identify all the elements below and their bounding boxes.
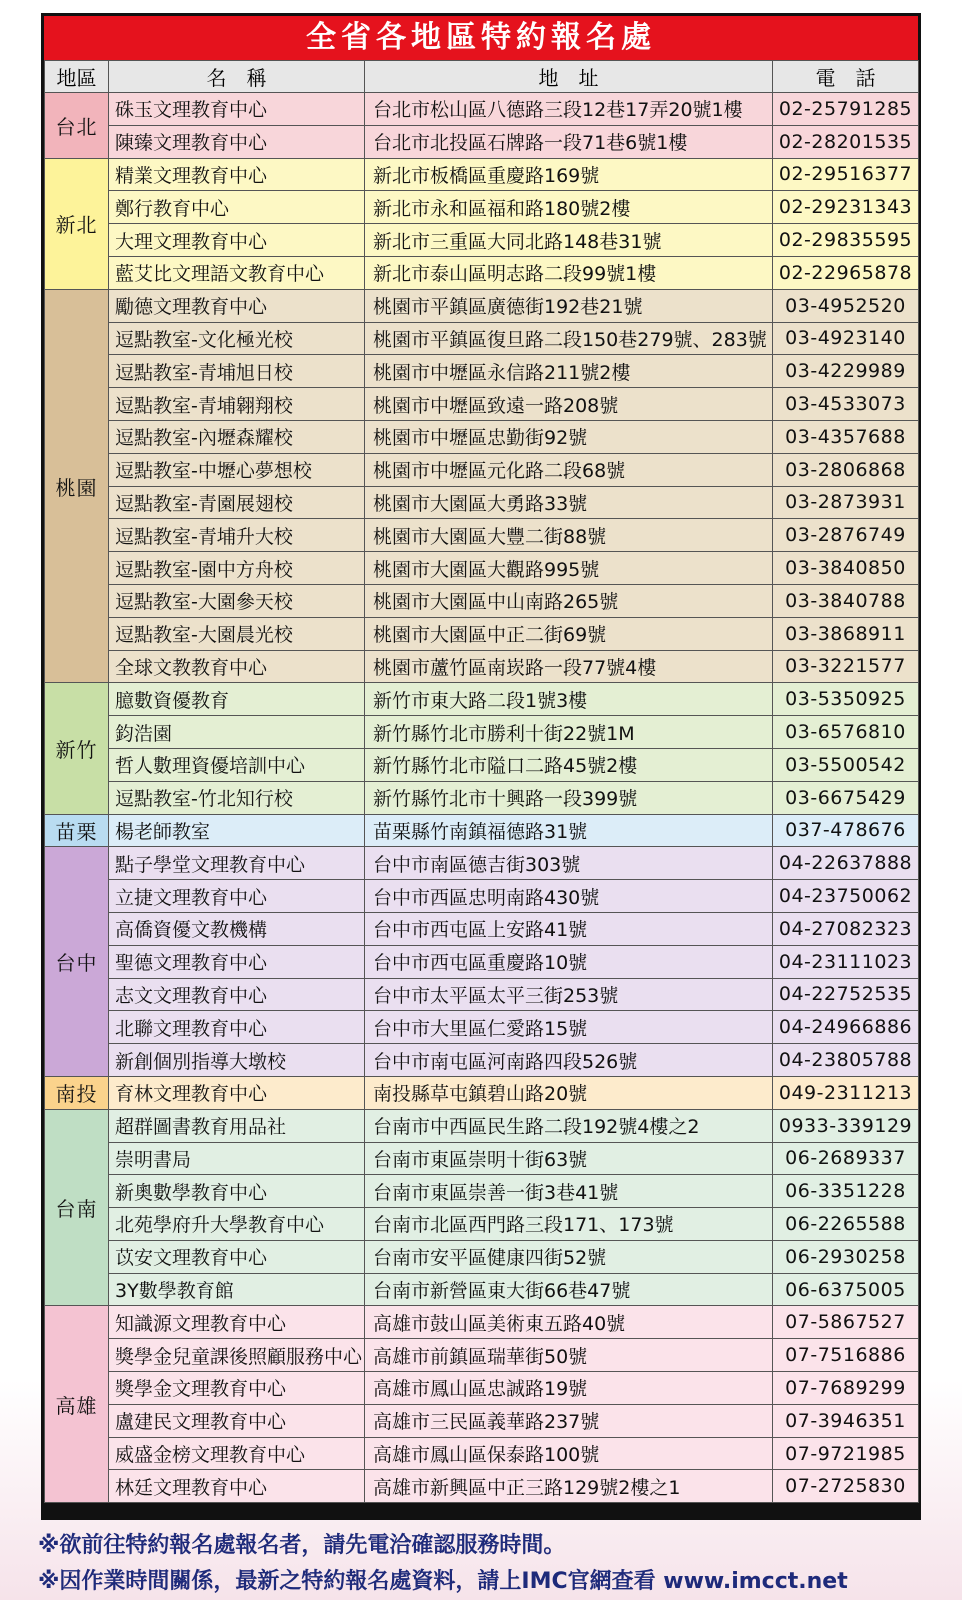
- address-cell: 桃園市平鎮區復旦路二段150巷279號、283號: [365, 322, 773, 355]
- center-name-cell: 陳臻文理教育中心: [109, 125, 365, 158]
- phone-cell: 03-3868911: [773, 617, 919, 650]
- phone-cell: 03-6675429: [773, 781, 919, 814]
- table-row: [45, 880, 919, 913]
- address-cell: 台中市南屯區河南路四段526號: [365, 1044, 773, 1077]
- center-name-cell: 志文文理教育中心: [109, 978, 365, 1011]
- address-cell: 新竹市東大路二段1號3樓: [365, 683, 773, 716]
- center-name-cell: 大理文理教育中心: [109, 224, 365, 257]
- address-cell: 桃園市中壢區忠勤街92號: [365, 420, 773, 453]
- phone-cell: 03-3840788: [773, 584, 919, 617]
- phone-cell: 02-25791285: [773, 93, 919, 126]
- phone-cell: 02-29516377: [773, 158, 919, 191]
- phone-cell: 04-23805788: [773, 1044, 919, 1077]
- phone-cell: 04-22752535: [773, 978, 919, 1011]
- address-cell: 桃園市大園區大豐二街88號: [365, 519, 773, 552]
- table-row: [45, 584, 919, 617]
- header-region: 地區: [45, 61, 109, 93]
- page-title: 全省各地區特約報名處: [44, 16, 918, 60]
- table-row: [45, 1011, 919, 1044]
- phone-cell: 03-4357688: [773, 420, 919, 453]
- center-name-cell: 逗點教室-內壢森耀校: [109, 420, 365, 453]
- region-cell: 台北: [45, 93, 109, 159]
- table-row: [45, 683, 919, 716]
- center-name-cell: 知識源文理教育中心: [109, 1306, 365, 1339]
- center-name-cell: 鄭行教育中心: [109, 191, 365, 224]
- address-cell: 桃園市中壢區元化路二段68號: [365, 453, 773, 486]
- address-cell: 台南市東區崇明十街63號: [365, 1142, 773, 1175]
- table-row: [45, 322, 919, 355]
- table-header-row: [45, 61, 919, 93]
- center-name-cell: 逗點教室-中壢心夢想校: [109, 453, 365, 486]
- table-row: [45, 1273, 919, 1306]
- table-row: [45, 158, 919, 191]
- phone-cell: 037-478676: [773, 814, 919, 847]
- address-cell: 台南市新營區東大街66巷47號: [365, 1273, 773, 1306]
- center-name-cell: 逗點教室-大園參天校: [109, 584, 365, 617]
- address-cell: 南投縣草屯鎮碧山路20號: [365, 1076, 773, 1109]
- address-cell: 台中市西屯區重慶路10號: [365, 945, 773, 978]
- center-name-cell: 勵德文理教育中心: [109, 289, 365, 322]
- center-name-cell: 哲人數理資優培訓中心: [109, 748, 365, 781]
- address-cell: 新竹縣竹北市勝利十街22號1M: [365, 716, 773, 749]
- phone-cell: 07-9721985: [773, 1437, 919, 1470]
- table-row: [45, 453, 919, 486]
- center-name-cell: 臆數資優教育: [109, 683, 365, 716]
- table-row: [45, 945, 919, 978]
- table-row: [45, 1437, 919, 1470]
- address-cell: 新北市三重區大同北路148巷31號: [365, 224, 773, 257]
- address-cell: 高雄市鳳山區忠誠路19號: [365, 1372, 773, 1405]
- table-row: [45, 781, 919, 814]
- region-cell: 新竹: [45, 683, 109, 814]
- address-cell: 桃園市中壢區致遠一路208號: [365, 388, 773, 421]
- table-row: [45, 93, 919, 126]
- phone-cell: 02-29835595: [773, 224, 919, 257]
- address-cell: 高雄市前鎮區瑞華街50號: [365, 1339, 773, 1372]
- phone-cell: 07-7689299: [773, 1372, 919, 1405]
- center-name-cell: 育林文理教育中心: [109, 1076, 365, 1109]
- address-cell: 新北市永和區福和路180號2樓: [365, 191, 773, 224]
- address-cell: 桃園市中壢區永信路211號2樓: [365, 355, 773, 388]
- note-website: ※因作業時間關係，最新之特約報名處資料，請上IMC官網查看 www.imcct.net: [38, 1569, 848, 1594]
- phone-cell: 07-3946351: [773, 1404, 919, 1437]
- center-name-cell: 點子學堂文理教育中心: [109, 847, 365, 880]
- center-name-cell: 逗點教室-園中方舟校: [109, 552, 365, 585]
- locations-table: [44, 60, 919, 1503]
- address-cell: 高雄市新興區中正三路129號2樓之1: [365, 1470, 773, 1503]
- address-cell: 新竹縣竹北市十興路一段399號: [365, 781, 773, 814]
- phone-cell: 06-2689337: [773, 1142, 919, 1175]
- table-row: [45, 355, 919, 388]
- table-row: [45, 1109, 919, 1142]
- table-row: [45, 224, 919, 257]
- center-name-cell: 立捷文理教育中心: [109, 880, 365, 913]
- center-name-cell: 硃玉文理教育中心: [109, 93, 365, 126]
- address-cell: 高雄市鼓山區美術東五路40號: [365, 1306, 773, 1339]
- phone-cell: 02-29231343: [773, 191, 919, 224]
- center-name-cell: 北聯文理教育中心: [109, 1011, 365, 1044]
- phone-cell: 06-2930258: [773, 1240, 919, 1273]
- center-name-cell: 逗點教室-大園晨光校: [109, 617, 365, 650]
- address-cell: 苗栗縣竹南鎮福德路31號: [365, 814, 773, 847]
- table-row: [45, 912, 919, 945]
- phone-cell: 03-5500542: [773, 748, 919, 781]
- address-cell: 新竹縣竹北市隘口二路45號2樓: [365, 748, 773, 781]
- center-name-cell: 逗點教室-文化極光校: [109, 322, 365, 355]
- center-name-cell: 逗點教室-青園展翅校: [109, 486, 365, 519]
- phone-cell: 02-22965878: [773, 256, 919, 289]
- header-address: 地 址: [365, 61, 773, 93]
- phone-cell: 03-4533073: [773, 388, 919, 421]
- phone-cell: 03-4923140: [773, 322, 919, 355]
- center-name-cell: 藍艾比文理語文教育中心: [109, 256, 365, 289]
- center-name-cell: 逗點教室-青埔翱翔校: [109, 388, 365, 421]
- phone-cell: 06-3351228: [773, 1175, 919, 1208]
- note-confirm-hours: ※欲前往特約報名處報名者，請先電洽確認服務時間。: [38, 1533, 566, 1558]
- phone-cell: 03-3221577: [773, 650, 919, 683]
- table-row: [45, 1404, 919, 1437]
- phone-cell: 04-24966886: [773, 1011, 919, 1044]
- address-cell: 新北市板橋區重慶路169號: [365, 158, 773, 191]
- table-row: [45, 1208, 919, 1241]
- phone-cell: 0933-339129: [773, 1109, 919, 1142]
- address-cell: 台南市中西區民生路二段192號4樓之2: [365, 1109, 773, 1142]
- address-cell: 桃園市大園區大勇路33號: [365, 486, 773, 519]
- table-row: [45, 1076, 919, 1109]
- table-row: [45, 847, 919, 880]
- address-cell: 桃園市大園區中山南路265號: [365, 584, 773, 617]
- phone-cell: 07-5867527: [773, 1306, 919, 1339]
- table-row: [45, 191, 919, 224]
- table-row: [45, 486, 919, 519]
- address-cell: 台中市西屯區上安路41號: [365, 912, 773, 945]
- address-cell: 台中市大里區仁愛路15號: [365, 1011, 773, 1044]
- address-cell: 新北市泰山區明志路二段99號1樓: [365, 256, 773, 289]
- phone-cell: 02-28201535: [773, 125, 919, 158]
- region-cell: 南投: [45, 1076, 109, 1109]
- table-row: [45, 978, 919, 1011]
- region-cell: 台南: [45, 1109, 109, 1306]
- center-name-cell: 獎學金文理教育中心: [109, 1372, 365, 1405]
- table-row: [45, 289, 919, 322]
- region-cell: 台中: [45, 847, 109, 1077]
- center-name-cell: 林廷文理教育中心: [109, 1470, 365, 1503]
- table-row: [45, 125, 919, 158]
- table-row: [45, 388, 919, 421]
- center-name-cell: 崇明書局: [109, 1142, 365, 1175]
- center-name-cell: 聖德文理教育中心: [109, 945, 365, 978]
- address-cell: 台中市西區忠明南路430號: [365, 880, 773, 913]
- table-row: [45, 1240, 919, 1273]
- address-cell: 桃園市蘆竹區南崁路一段77號4樓: [365, 650, 773, 683]
- header-phone: 電 話: [773, 61, 919, 93]
- phone-cell: 03-3840850: [773, 552, 919, 585]
- center-name-cell: 3Y數學教育館: [109, 1273, 365, 1306]
- center-name-cell: 逗點教室-青埔旭日校: [109, 355, 365, 388]
- phone-cell: 06-2265588: [773, 1208, 919, 1241]
- center-name-cell: 新奧數學教育中心: [109, 1175, 365, 1208]
- phone-cell: 07-2725830: [773, 1470, 919, 1503]
- contact-list-panel: [41, 13, 921, 1520]
- address-cell: 台南市東區崇善一街3巷41號: [365, 1175, 773, 1208]
- center-name-cell: 北苑學府升大學教育中心: [109, 1208, 365, 1241]
- phone-cell: 049-2311213: [773, 1076, 919, 1109]
- table-row: [45, 1339, 919, 1372]
- locations-table-body: [45, 93, 919, 1503]
- region-cell: 桃園: [45, 289, 109, 683]
- phone-cell: 07-7516886: [773, 1339, 919, 1372]
- table-row: [45, 1470, 919, 1503]
- table-row: [45, 617, 919, 650]
- table-row: [45, 552, 919, 585]
- center-name-cell: 全球文教教育中心: [109, 650, 365, 683]
- address-cell: 桃園市平鎮區廣德街192巷21號: [365, 289, 773, 322]
- center-name-cell: 逗點教室-青埔升大校: [109, 519, 365, 552]
- address-cell: 台中市南區德吉街303號: [365, 847, 773, 880]
- center-name-cell: 獎學金兒童課後照顧服務中心: [109, 1339, 365, 1372]
- center-name-cell: 超群圖書教育用品社: [109, 1109, 365, 1142]
- center-name-cell: 高僑資優文教機構: [109, 912, 365, 945]
- phone-cell: 04-23750062: [773, 880, 919, 913]
- phone-cell: 03-2876749: [773, 519, 919, 552]
- center-name-cell: 盧建民文理教育中心: [109, 1404, 365, 1437]
- center-name-cell: 精業文理教育中心: [109, 158, 365, 191]
- address-cell: 高雄市三民區義華路237號: [365, 1404, 773, 1437]
- table-row: [45, 748, 919, 781]
- region-cell: 新北: [45, 158, 109, 289]
- phone-cell: 03-2806868: [773, 453, 919, 486]
- center-name-cell: 苡安文理教育中心: [109, 1240, 365, 1273]
- phone-cell: 03-2873931: [773, 486, 919, 519]
- region-cell: 苗栗: [45, 814, 109, 847]
- phone-cell: 03-6576810: [773, 716, 919, 749]
- phone-cell: 06-6375005: [773, 1273, 919, 1306]
- center-name-cell: 新創個別指導大墩校: [109, 1044, 365, 1077]
- phone-cell: 04-23111023: [773, 945, 919, 978]
- phone-cell: 03-4229989: [773, 355, 919, 388]
- phone-cell: 04-27082323: [773, 912, 919, 945]
- phone-cell: 03-5350925: [773, 683, 919, 716]
- table-row: [45, 1175, 919, 1208]
- address-cell: 桃園市大園區中正二街69號: [365, 617, 773, 650]
- phone-cell: 04-22637888: [773, 847, 919, 880]
- center-name-cell: 逗點教室-竹北知行校: [109, 781, 365, 814]
- address-cell: 台南市安平區健康四街52號: [365, 1240, 773, 1273]
- table-row: [45, 1306, 919, 1339]
- center-name-cell: 楊老師教室: [109, 814, 365, 847]
- table-row: [45, 256, 919, 289]
- table-row: [45, 420, 919, 453]
- address-cell: 台南市北區西門路三段171、173號: [365, 1208, 773, 1241]
- table-row: [45, 1044, 919, 1077]
- address-cell: 台北市松山區八德路三段12巷17弄20號1樓: [365, 93, 773, 126]
- table-row: [45, 716, 919, 749]
- table-row: [45, 1142, 919, 1175]
- address-cell: 高雄市鳳山區保泰路100號: [365, 1437, 773, 1470]
- table-row: [45, 1372, 919, 1405]
- center-name-cell: 鈞浩園: [109, 716, 365, 749]
- phone-cell: 03-4952520: [773, 289, 919, 322]
- center-name-cell: 威盛金榜文理教育中心: [109, 1437, 365, 1470]
- region-cell: 高雄: [45, 1306, 109, 1503]
- address-cell: 台北市北投區石牌路一段71巷6號1樓: [365, 125, 773, 158]
- header-name: 名 稱: [109, 61, 365, 93]
- table-row: [45, 650, 919, 683]
- table-row: [45, 814, 919, 847]
- address-cell: 桃園市大園區大觀路995號: [365, 552, 773, 585]
- table-row: [45, 519, 919, 552]
- address-cell: 台中市太平區太平三街253號: [365, 978, 773, 1011]
